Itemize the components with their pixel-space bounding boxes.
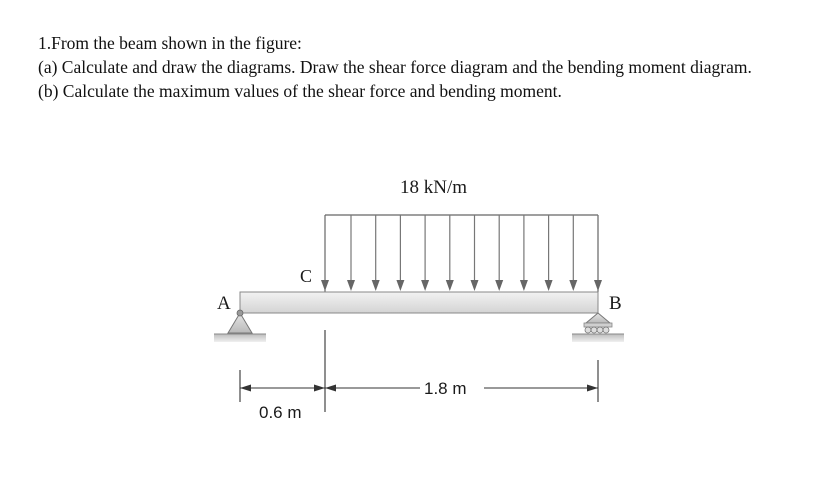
load-arrow-head — [446, 280, 454, 291]
load-arrow-head — [372, 280, 380, 291]
roller-support-b — [572, 313, 624, 342]
load-arrow-head — [594, 280, 602, 291]
dim-right-label: 1.8 m — [424, 379, 467, 398]
problem-heading: 1.From the beam shown in the figure: — [38, 33, 302, 53]
support-a-label: A — [217, 293, 231, 314]
load-arrow-head — [471, 280, 479, 291]
distributed-load — [325, 215, 598, 292]
load-arrow-head — [495, 280, 503, 291]
dim-left-label: 0.6 m — [259, 403, 302, 422]
problem-part-b: (b) Calculate the maximum values of the shear force and bending moment. — [38, 81, 562, 101]
load-label: 18 kN/m — [400, 177, 468, 198]
problem-part-a: (a) Calculate and draw the diagrams. Draw the shear force diagram and the bending moment diagram. — [38, 57, 752, 77]
beam — [240, 292, 598, 313]
pin-support-a — [214, 310, 266, 342]
load-arrow-head — [421, 280, 429, 291]
load-arrow-head — [396, 280, 404, 291]
load-arrow-head — [520, 280, 528, 291]
support-b-label: B — [609, 293, 622, 314]
load-arrow-head — [569, 280, 577, 291]
load-arrow-head — [347, 280, 355, 291]
dimension-lines — [240, 330, 598, 412]
load-arrow-head — [321, 280, 329, 291]
load-arrows — [321, 215, 602, 291]
load-arrow-head — [545, 280, 553, 291]
point-c-label: C — [300, 266, 313, 286]
